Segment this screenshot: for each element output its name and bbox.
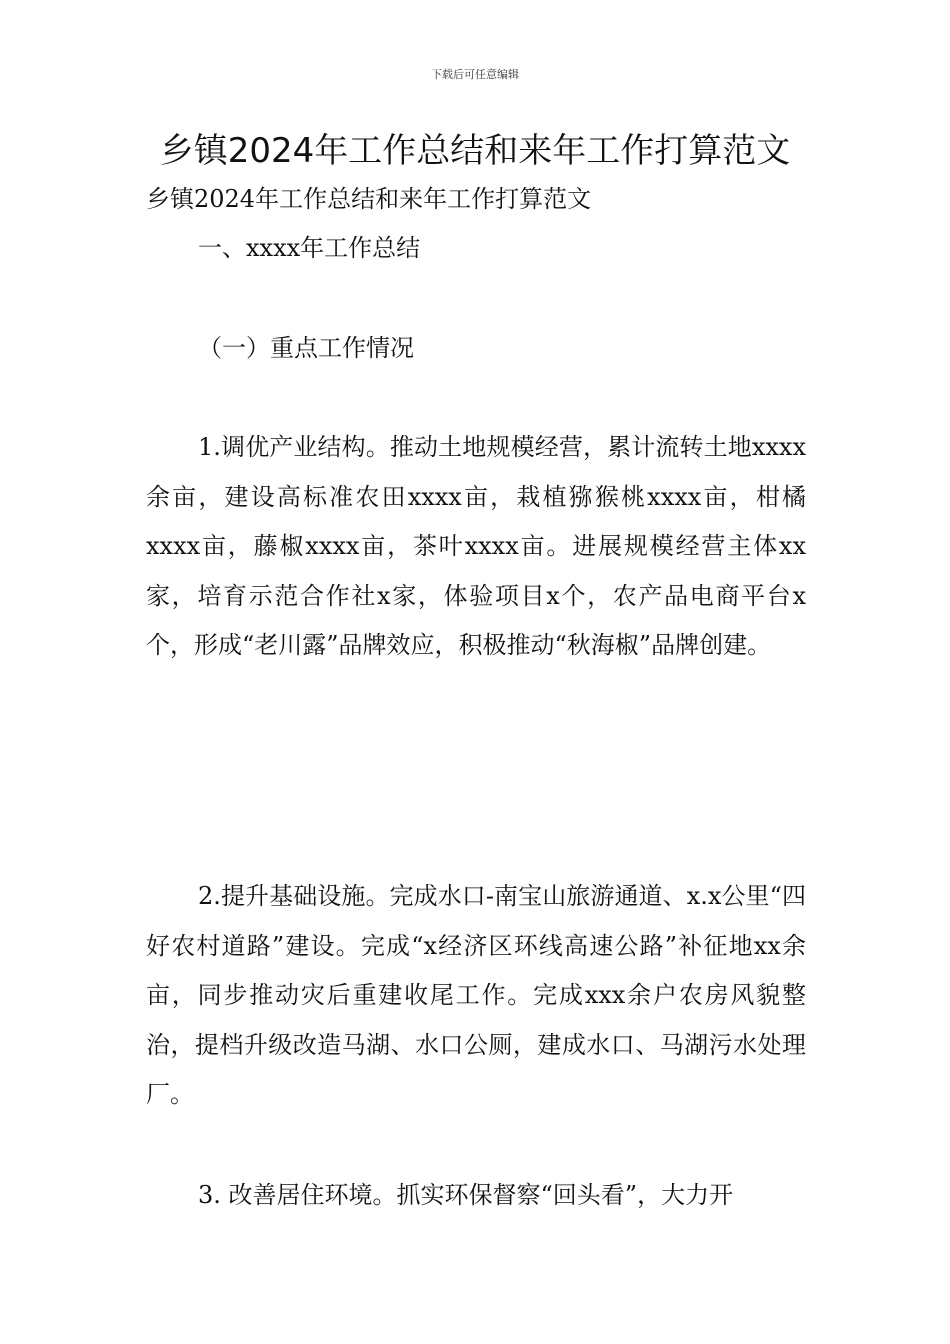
paragraph-industry-structure: 1.调优产业结构。推动土地规模经营，累计流转土地xxxx余亩，建设高标准农田xxxx亩，栽植猕猴桃xxxx亩，柑橘xxxx亩，藤椒xxxx亩，茶叶xxxx亩。进展规模经营主体xx家，培育示范合作社x家，体验项目x个，农产品电商平台x个，形成“老川露”品牌效应，积极推动“秋海椒”品牌创建。 <box>146 433 806 659</box>
paragraph-infrastructure: 2.提升基础设施。完成水口-南宝山旅游通道、x.x公里“四好农村道路”建设。完成“x经济区环线高速公路”补征地xx余亩，同步推动灾后重建收尾工作。完成xxx余户农房风貌整治，提档升级改造马湖、水口公厕，建成水口、马湖污水处理厂。 <box>146 882 806 1108</box>
document-subtitle: 乡镇2024年工作总结和来年工作打算范文 <box>146 185 592 213</box>
paragraph-living-environment: 3. 改善居住环境。抓实环保督察“回头看”，大力开 <box>198 1181 734 1209</box>
section-heading: 一、xxxx年工作总结 <box>198 234 421 262</box>
sub-heading: （一）重点工作情况 <box>198 334 414 362</box>
header-note: 下载后可任意编辑 <box>431 68 519 81</box>
document-title: 乡镇2024年工作总结和来年工作打算范文 <box>159 131 791 171</box>
